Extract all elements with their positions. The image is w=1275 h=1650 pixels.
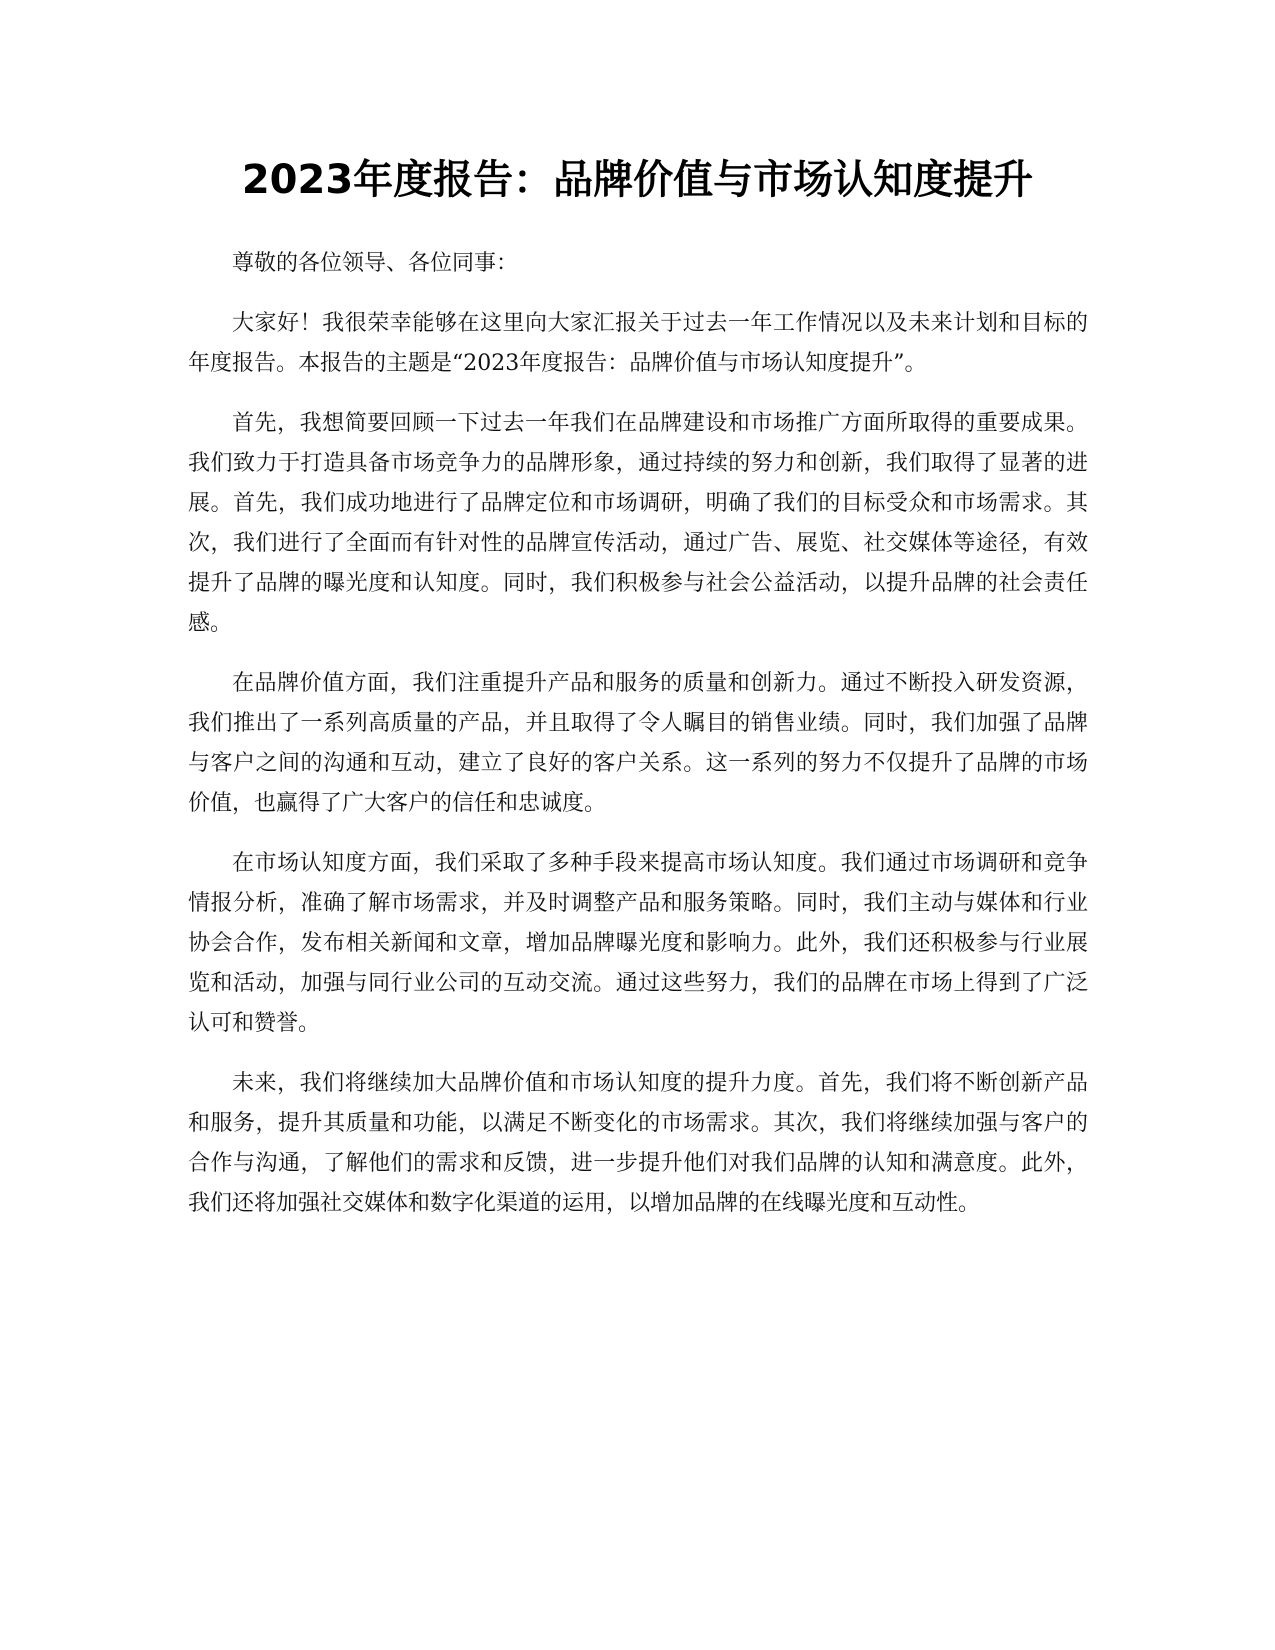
future-plan-paragraph: 未来，我们将继续加大品牌价值和市场认知度的提升力度。首先，我们将不断创新产品和服务，提升其质量和功能，以满足不断变化的市场需求。其次，我们将继续加强与客户的合作与沟通，了解他们的需求和反馈，进一步提升他们对我们品牌的认知和满意度。此外，我们还将加强社交媒体和数字化渠道的运用，以增加品牌的在线曝光度和互动性。 — [188, 1071, 1088, 1216]
market-awareness-paragraph: 在市场认知度方面，我们采取了多种手段来提高市场认知度。我们通过市场调研和竞争情报分析，准确了解市场需求，并及时调整产品和服务策略。同时，我们主动与媒体和行业协会合作，发布相关新闻和文章，增加品牌曝光度和影响力。此外，我们还积极参与行业展览和活动，加强与同行业公司的互动交流。通过这些努力，我们的品牌在市场上得到了广泛认可和赞誉。 — [188, 851, 1088, 1036]
salutation-paragraph: 尊敬的各位领导、各位同事： — [232, 251, 519, 276]
review-paragraph: 首先，我想简要回顾一下过去一年我们在品牌建设和市场推广方面所取得的重要成果。我们致力于打造具备市场竞争力的品牌形象，通过持续的努力和创新，我们取得了显著的进展。首先，我们成功地进行了品牌定位和市场调研，明确了我们的目标受众和市场需求。其次，我们进行了全面而有针对性的品牌宣传活动，通过广告、展览、社交媒体等途径，有效提升了品牌的曝光度和认知度。同时，我们积极参与社会公益活动，以提升品牌的社会责任感。 — [188, 411, 1088, 636]
document-title: 2023年度报告：品牌价值与市场认知度提升 — [241, 157, 1034, 203]
brand-value-paragraph: 在品牌价值方面，我们注重提升产品和服务的质量和创新力。通过不断投入研发资源，我们推出了一系列高质量的产品，并且取得了令人瞩目的销售业绩。同时，我们加强了品牌与客户之间的沟通和互动，建立了良好的客户关系。这一系列的努力不仅提升了品牌的市场价值，也赢得了广大客户的信任和忠诚度。 — [188, 671, 1088, 816]
intro-paragraph: 大家好！我很荣幸能够在这里向大家汇报关于过去一年工作情况以及未来计划和目标的年度报告。本报告的主题是“2023年度报告：品牌价值与市场认知度提升”。 — [188, 311, 1088, 376]
document-body — [188, 244, 1088, 1244]
